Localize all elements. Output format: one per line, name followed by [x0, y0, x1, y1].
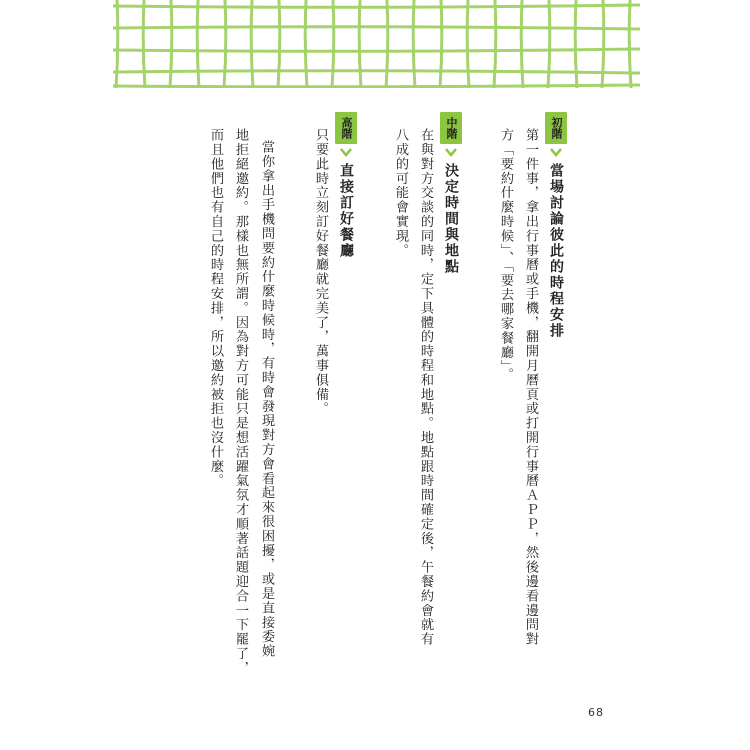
page-number: 68	[588, 706, 604, 719]
chevron-down-icon	[445, 148, 457, 157]
paragraph-line: 只要此時立刻訂好餐廳就完美了，萬事俱備。	[313, 128, 328, 416]
paragraph-line: 而且他們也有自己的時程安排，所以邀約被拒也沒什麼。	[208, 128, 223, 488]
section-heading-intermediate	[440, 112, 462, 275]
section-title: 決定時間與地點	[443, 163, 459, 275]
section-heading-advanced	[335, 112, 357, 259]
level-badge: 中階	[440, 112, 462, 144]
chevron-down-icon	[340, 148, 352, 157]
section-title: 當場討論彼此的時程安排	[548, 163, 564, 339]
paragraph-line: 在與對方交談的同時，定下具體的時程和地點。地點跟時間確定後，午餐約會就有	[418, 128, 433, 647]
level-badge: 初階	[545, 112, 567, 144]
section-heading-beginner	[545, 112, 567, 339]
grid-decoration	[113, 0, 640, 88]
paragraph-line: 當你拿出手機問要約什麼時候時，有時會發現對方會看起來很困擾，或是直接委婉	[259, 140, 274, 659]
paragraph-line: 方「要約什麼時候」、「要去哪家餐廳」。	[498, 128, 513, 382]
chevron-down-icon	[550, 148, 562, 157]
paragraph-line: 八成的可能會實現。	[393, 128, 408, 258]
section-title: 直接訂好餐廳	[338, 163, 354, 259]
paragraph-line: 第一件事，拿出行事曆或手機，翻開月曆頁或打開行事曆ＡＰＰ，然後邊看邊問對	[523, 128, 538, 647]
paragraph-line: 地拒絕邀約。那樣也無所謂。因為對方可能只是想活躍氣氛才順著話題迎合一下罷了，	[233, 128, 248, 676]
level-badge: 高階	[335, 112, 357, 144]
